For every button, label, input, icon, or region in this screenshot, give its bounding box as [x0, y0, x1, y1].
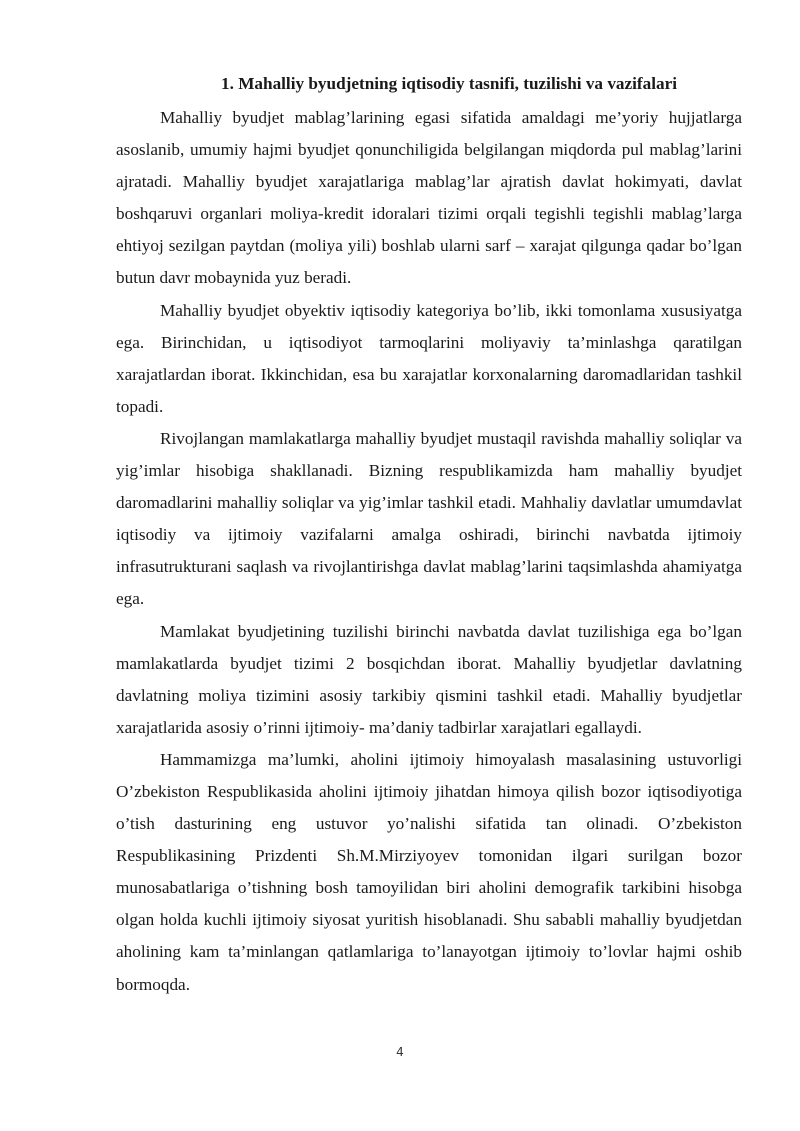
paragraph-4: Mamlakat byudjetining tuzilishi birinchi navbatda davlat tuzilishiga ega bo’lgan mamlakatlarda byudjet tizimi 2 bosqichdan iborat. Mahalliy byudjetlar davlatning davlatning moliya tizimini asosiy tarkibiy qismini tashkil etadi. Mahalliy byudjetlar xarajatlarida asosiy o’rinni ijtimoiy- ma’daniy tadbirlar xarajatlari egallaydi. — [116, 621, 742, 737]
paragraph-3: Rivojlangan mamlakatlarga mahalliy byudjet mustaqil ravishda mahalliy soliqlar va yig’imlar hisobiga shakllanadi. Bizning respublikamizda ham mahalliy byudjet daromadlarini mahalliy soliqlar va yig’imlar tashkil etadi. Mahhaliy davlatlar umumdavlat iqtisodiy va ijtimoiy vazifalarni amalga oshiradi, birinchi navbatda ijtimoiy infrasutrukturani saqlash va rivojlantirishga davlat mablag’larini taqsimlashda ahamiyatga ega. — [116, 428, 742, 609]
paragraph-5: Hammamizga ma’lumki, aholini ijtimoiy himoyalash masalasining ustuvorligi O’zbekiston Respublikasida aholini ijtimoiy jihatdan himoya qilish bozor iqtisodiyotiga o’tish dasturining eng ustuvor yo’nalishi sifatida tan olinadi. O’zbekiston Respublikasining Prizdenti Sh.M.Mirziyoyev tomonidan ilgari surilgan bozor munosabatlariga o’tishning bosh tamoyilidan biri aholini demografik tarkibini hisobga olgan holda kuchli ijtimoiy siyosat yuritish hisoblanadi. Shu sababli mahalliy byudjetdan aholining kam ta’minlangan qatlamlariga to’lanayotgan ijtimoiy to’lovlar hajmi oshib bormoqda. — [116, 749, 742, 994]
document-page — [116, 68, 742, 1001]
page-number: 4 — [396, 1045, 404, 1059]
section-title: 1. Mahalliy byudjetning iqtisodiy tasnifi, tuzilishi va vazifalari — [221, 74, 677, 93]
paragraph-2: Mahalliy byudjet obyektiv iqtisodiy kategoriya bo’lib, ikki tomonlama xususiyatga ega. Birinchidan, u iqtisodiyot tarmoqlarini moliyaviy ta’minlashga qaratilgan xarajatlardan iborat. Ikkinchidan, esa bu xarajatlar korxonalarning daromadlaridan tashkil topadi. — [116, 300, 742, 416]
paragraph-1: Mahalliy byudjet mablag’larining egasi sifatida amaldagi me’yoriy hujjatlarga asoslanib, umumiy hajmi byudjet qonunchiligida belgilangan miqdorda pul mablag’larini ajratadi. Mahalliy byudjet xarajatlariga mablag’lar ajratish davlat hokimyati, davlat boshqaruvi organlari moliya-kredit idoralari tizimi orqali tegishli tegishli mablag’larga ehtiyoj sezilgan paytdan (moliya yili) boshlab ularni sarf – xarajat qilgunga qadar bo’lgan butun davr mobaynida yuz beradi. — [116, 108, 742, 288]
